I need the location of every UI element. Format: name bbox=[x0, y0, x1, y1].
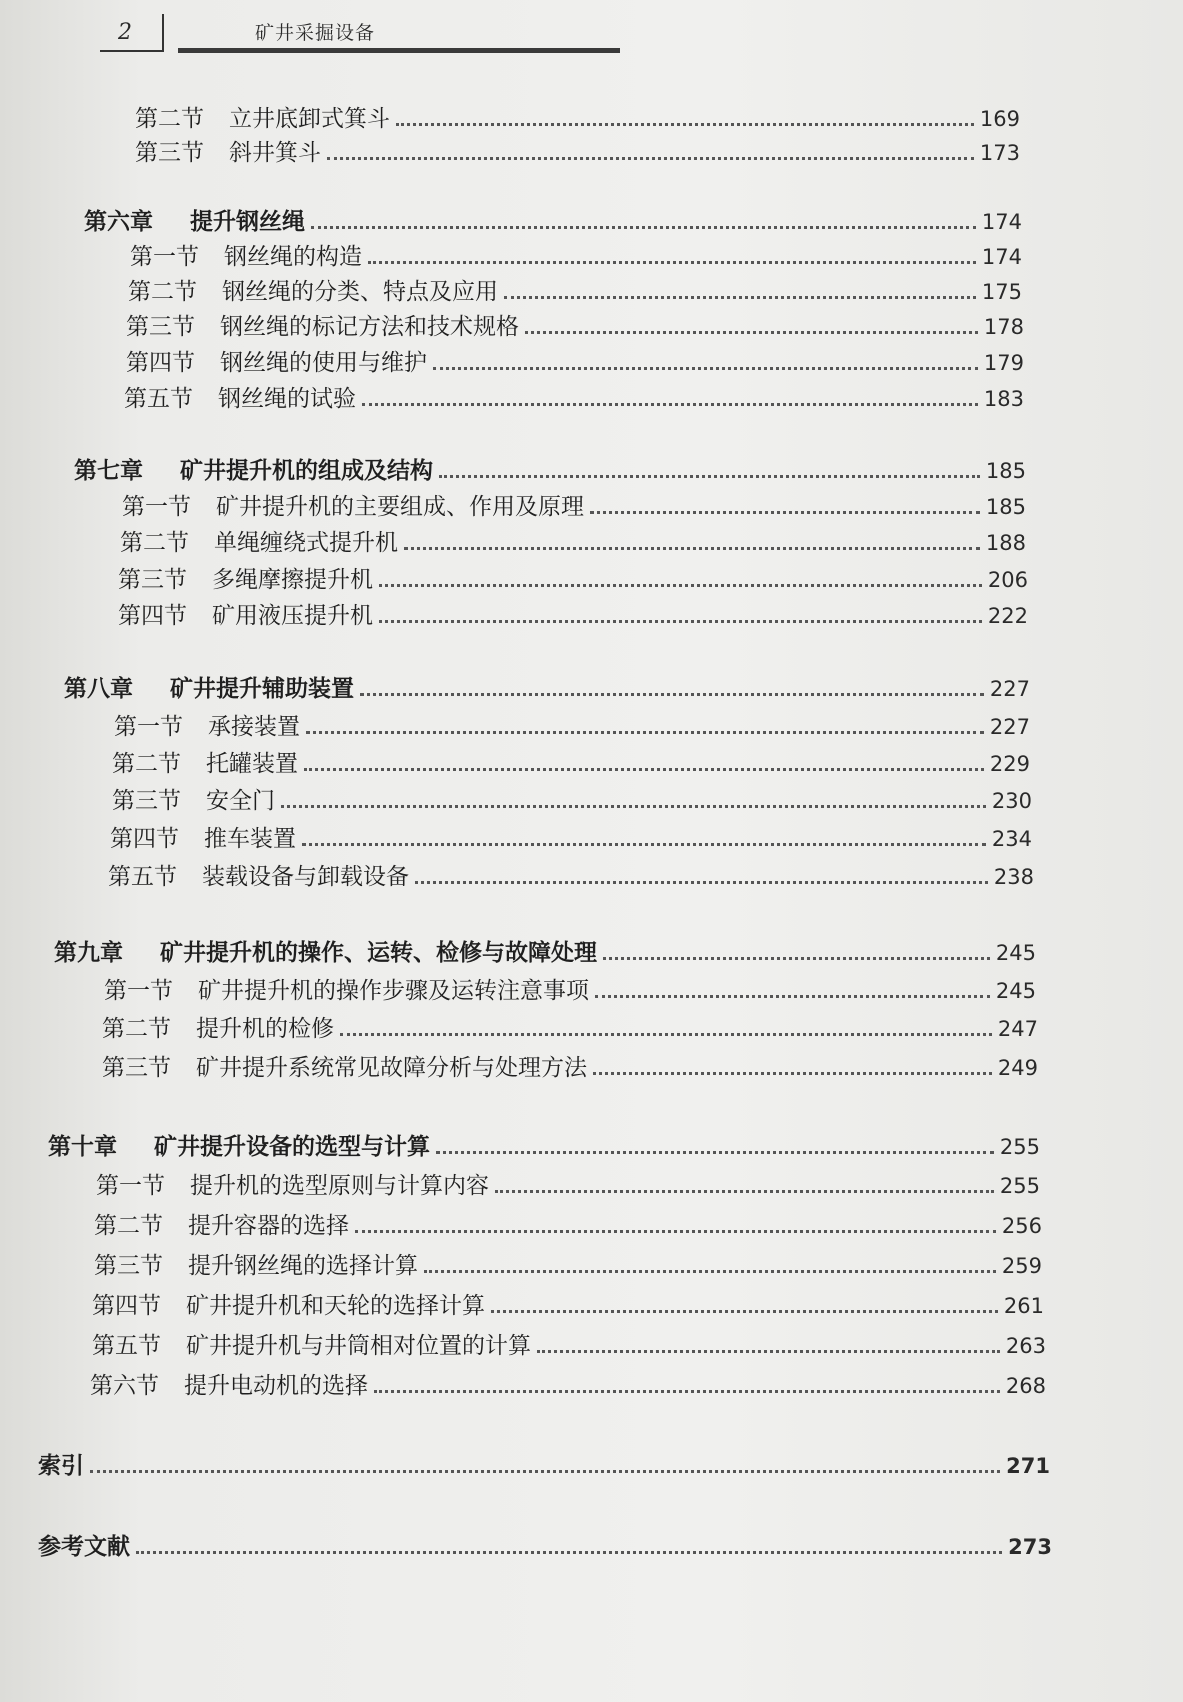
toc-entry-label: 第一节 bbox=[130, 244, 199, 270]
dot-leader bbox=[302, 843, 986, 846]
dot-leader bbox=[537, 1350, 1000, 1353]
toc-entry-label: 第四节 bbox=[118, 603, 187, 629]
toc-section-row bbox=[96, 1167, 1040, 1200]
toc-page-number: 249 bbox=[997, 1056, 1038, 1080]
toc-section-row bbox=[120, 524, 1026, 557]
toc-page-number: 268 bbox=[1005, 1374, 1046, 1398]
toc-section-row bbox=[130, 238, 1022, 271]
toc-entry-label: 第二节 bbox=[128, 279, 197, 305]
toc-entry-title: 参考文献 bbox=[38, 1534, 130, 1560]
dot-leader bbox=[404, 547, 980, 550]
dot-leader bbox=[590, 511, 980, 514]
toc-entry-label: 第八章 bbox=[64, 676, 133, 702]
toc-page-number: 271 bbox=[1006, 1454, 1050, 1478]
dot-leader bbox=[90, 1470, 1000, 1473]
toc-entry-label: 第三节 bbox=[118, 567, 187, 593]
toc-entry-label: 第九章 bbox=[54, 940, 123, 966]
toc-entry-label: 第一节 bbox=[96, 1173, 165, 1199]
toc-page-number: 227 bbox=[989, 677, 1030, 701]
dot-leader bbox=[306, 731, 984, 734]
toc-entry-label: 第三节 bbox=[112, 788, 181, 814]
toc-entry-label: 第三节 bbox=[126, 314, 195, 340]
dot-leader bbox=[504, 296, 976, 299]
dot-leader bbox=[304, 768, 984, 771]
toc-entry-title: 斜井箕斗 bbox=[229, 140, 321, 166]
toc-entry-title: 矿井提升机的操作步骤及运转注意事项 bbox=[198, 978, 589, 1004]
toc-section-row bbox=[92, 1327, 1046, 1360]
toc-section-row bbox=[112, 745, 1030, 778]
toc-section-row bbox=[108, 858, 1034, 891]
toc-entry-title: 安全门 bbox=[206, 788, 275, 814]
toc-entry-title: 提升机的检修 bbox=[196, 1016, 334, 1042]
toc-page-number: 245 bbox=[995, 941, 1036, 965]
toc-entry-title: 装载设备与卸载设备 bbox=[202, 864, 409, 890]
toc-entry-label: 第五节 bbox=[108, 864, 177, 890]
toc-entry-label: 第十章 bbox=[48, 1134, 117, 1160]
dot-leader bbox=[362, 403, 978, 406]
toc-entry-label: 第三节 bbox=[94, 1253, 163, 1279]
toc-page-number: 185 bbox=[985, 495, 1026, 519]
toc-page-number: 178 bbox=[983, 315, 1024, 339]
toc-section-row bbox=[94, 1207, 1042, 1240]
toc-entry-title: 推车装置 bbox=[204, 826, 296, 852]
toc-section-row bbox=[102, 1049, 1038, 1082]
toc-page-number: 174 bbox=[981, 210, 1022, 234]
toc-page-number: 174 bbox=[981, 245, 1022, 269]
toc-entry-title: 矿井提升机的操作、运转、检修与故障处理 bbox=[160, 940, 597, 966]
toc-page-number: 263 bbox=[1005, 1334, 1046, 1358]
toc-entry-title: 立井底卸式箕斗 bbox=[229, 106, 390, 132]
toc-entry-title: 矿井提升辅助装置 bbox=[170, 676, 354, 702]
toc-entry-label: 第一节 bbox=[122, 494, 191, 520]
toc-section-row bbox=[135, 134, 1020, 167]
toc-section-row bbox=[122, 488, 1026, 521]
toc-page-number: 169 bbox=[979, 107, 1020, 131]
dot-leader bbox=[491, 1310, 998, 1313]
page-header bbox=[100, 14, 640, 58]
dot-leader bbox=[436, 1151, 994, 1154]
toc-page-number: 255 bbox=[999, 1174, 1040, 1198]
toc-section-row bbox=[118, 597, 1028, 630]
dot-leader bbox=[136, 1551, 1002, 1554]
toc-entry-title: 钢丝绳的使用与维护 bbox=[220, 350, 427, 376]
toc-entry-label: 第二节 bbox=[94, 1213, 163, 1239]
page-number-bracket bbox=[100, 14, 164, 52]
page-number: 2 bbox=[118, 20, 132, 45]
toc-backmatter-row bbox=[38, 1528, 1052, 1561]
dot-leader bbox=[360, 693, 984, 696]
toc-section-row bbox=[135, 100, 1020, 133]
toc-section-row bbox=[118, 561, 1028, 594]
toc-page-number: 175 bbox=[981, 280, 1022, 304]
toc-entry-title: 承接装置 bbox=[208, 714, 300, 740]
dot-leader bbox=[593, 1072, 992, 1075]
toc-page-number: 206 bbox=[987, 568, 1028, 592]
toc-entry-title: 多绳摩擦提升机 bbox=[212, 567, 373, 593]
toc-page-number: 227 bbox=[989, 715, 1030, 739]
dot-leader bbox=[415, 881, 988, 884]
toc-entry-title: 提升钢丝绳 bbox=[190, 209, 305, 235]
toc-section-row bbox=[126, 308, 1024, 341]
toc-page-number: 259 bbox=[1001, 1254, 1042, 1278]
toc-page-number: 261 bbox=[1003, 1294, 1044, 1318]
toc-entry-title: 钢丝绳的构造 bbox=[224, 244, 362, 270]
toc-page-number: 188 bbox=[985, 531, 1026, 555]
toc-page-number: 173 bbox=[979, 141, 1020, 165]
toc-page-number: 245 bbox=[995, 979, 1036, 1003]
toc-section-row bbox=[104, 972, 1036, 1005]
toc-section-row bbox=[128, 273, 1022, 306]
toc-page-number: 179 bbox=[983, 351, 1024, 375]
toc-entry-label: 第四节 bbox=[92, 1293, 161, 1319]
toc-entry-title: 矿用液压提升机 bbox=[212, 603, 373, 629]
dot-leader bbox=[424, 1270, 996, 1273]
toc-entry-label: 第七章 bbox=[74, 458, 143, 484]
toc-entry-title: 矿井提升机的主要组成、作用及原理 bbox=[216, 494, 584, 520]
toc-page-number: 183 bbox=[983, 387, 1024, 411]
dot-leader bbox=[525, 331, 978, 334]
toc-chapter-row bbox=[84, 203, 1022, 236]
toc-entry-title: 钢丝绳的标记方法和技术规格 bbox=[220, 314, 519, 340]
toc-entry-title: 托罐装置 bbox=[206, 751, 298, 777]
toc-entry-label: 第五节 bbox=[92, 1333, 161, 1359]
toc-entry-label: 第二节 bbox=[112, 751, 181, 777]
toc-page-number: 222 bbox=[987, 604, 1028, 628]
dot-leader bbox=[595, 995, 990, 998]
toc-entry-label: 第五节 bbox=[124, 386, 193, 412]
toc-entry-title: 矿井提升机与井筒相对位置的计算 bbox=[186, 1333, 531, 1359]
toc-section-row bbox=[102, 1010, 1038, 1043]
toc-entry-title: 矿井提升机的组成及结构 bbox=[180, 458, 433, 484]
toc-entry-label: 第四节 bbox=[126, 350, 195, 376]
toc-entry-title: 钢丝绳的试验 bbox=[218, 386, 356, 412]
dot-leader bbox=[379, 584, 982, 587]
dot-leader bbox=[355, 1230, 996, 1233]
dot-leader bbox=[603, 957, 990, 960]
dot-leader bbox=[340, 1033, 992, 1036]
dot-leader bbox=[327, 157, 974, 160]
toc-page-number: 185 bbox=[985, 459, 1026, 483]
toc-section-row bbox=[112, 782, 1032, 815]
dot-leader bbox=[311, 226, 976, 229]
toc-chapter-row bbox=[64, 670, 1030, 703]
toc-entry-title: 钢丝绳的分类、特点及应用 bbox=[222, 279, 498, 305]
dot-leader bbox=[396, 123, 974, 126]
toc-entry-label: 第四节 bbox=[110, 826, 179, 852]
toc-entry-title: 提升电动机的选择 bbox=[184, 1373, 368, 1399]
toc-entry-label: 第六节 bbox=[90, 1373, 159, 1399]
toc-section-row bbox=[124, 380, 1024, 413]
toc-entry-title: 索引 bbox=[38, 1453, 84, 1479]
toc-entry-title: 提升容器的选择 bbox=[188, 1213, 349, 1239]
toc-page-number: 247 bbox=[997, 1017, 1038, 1041]
dot-leader bbox=[495, 1190, 994, 1193]
toc-section-row bbox=[92, 1287, 1044, 1320]
toc-backmatter-row bbox=[38, 1447, 1050, 1480]
toc-page-number: 238 bbox=[993, 865, 1034, 889]
toc-entry-title: 矿井提升设备的选型与计算 bbox=[154, 1134, 430, 1160]
toc-page-number: 234 bbox=[991, 827, 1032, 851]
toc-page-number: 255 bbox=[999, 1135, 1040, 1159]
dot-leader bbox=[281, 805, 986, 808]
toc-entry-title: 提升钢丝绳的选择计算 bbox=[188, 1253, 418, 1279]
toc-chapter-row bbox=[54, 934, 1036, 967]
toc-page-number: 229 bbox=[989, 752, 1030, 776]
toc-entry-label: 第一节 bbox=[104, 978, 173, 1004]
toc-entry-label: 第二节 bbox=[102, 1016, 171, 1042]
toc-section-row bbox=[114, 708, 1030, 741]
toc-page-number: 273 bbox=[1008, 1535, 1052, 1559]
toc-entry-label: 第三节 bbox=[135, 140, 204, 166]
toc-entry-label: 第二节 bbox=[135, 106, 204, 132]
toc-entry-label: 第一节 bbox=[114, 714, 183, 740]
toc-chapter-row bbox=[48, 1128, 1040, 1161]
dot-leader bbox=[433, 367, 978, 370]
toc-section-row bbox=[126, 344, 1024, 377]
toc-chapter-row bbox=[74, 452, 1026, 485]
toc-page-number: 230 bbox=[991, 789, 1032, 813]
header-rule bbox=[178, 48, 620, 53]
running-title: 矿井采掘设备 bbox=[255, 22, 376, 44]
toc-entry-title: 矿井提升机和天轮的选择计算 bbox=[186, 1293, 485, 1319]
dot-leader bbox=[374, 1390, 1000, 1393]
toc-entry-label: 第六章 bbox=[84, 209, 153, 235]
toc-entry-title: 单绳缠绕式提升机 bbox=[214, 530, 398, 556]
toc-entry-label: 第二节 bbox=[120, 530, 189, 556]
toc-entry-title: 矿井提升系统常见故障分析与处理方法 bbox=[196, 1055, 587, 1081]
toc-entry-label: 第三节 bbox=[102, 1055, 171, 1081]
dot-leader bbox=[379, 620, 982, 623]
toc-section-row bbox=[90, 1367, 1046, 1400]
toc-page-number: 256 bbox=[1001, 1214, 1042, 1238]
toc-entry-title: 提升机的选型原则与计算内容 bbox=[190, 1173, 489, 1199]
toc-section-row bbox=[110, 820, 1032, 853]
dot-leader bbox=[439, 475, 980, 478]
dot-leader bbox=[368, 261, 976, 264]
toc-section-row bbox=[94, 1247, 1042, 1280]
